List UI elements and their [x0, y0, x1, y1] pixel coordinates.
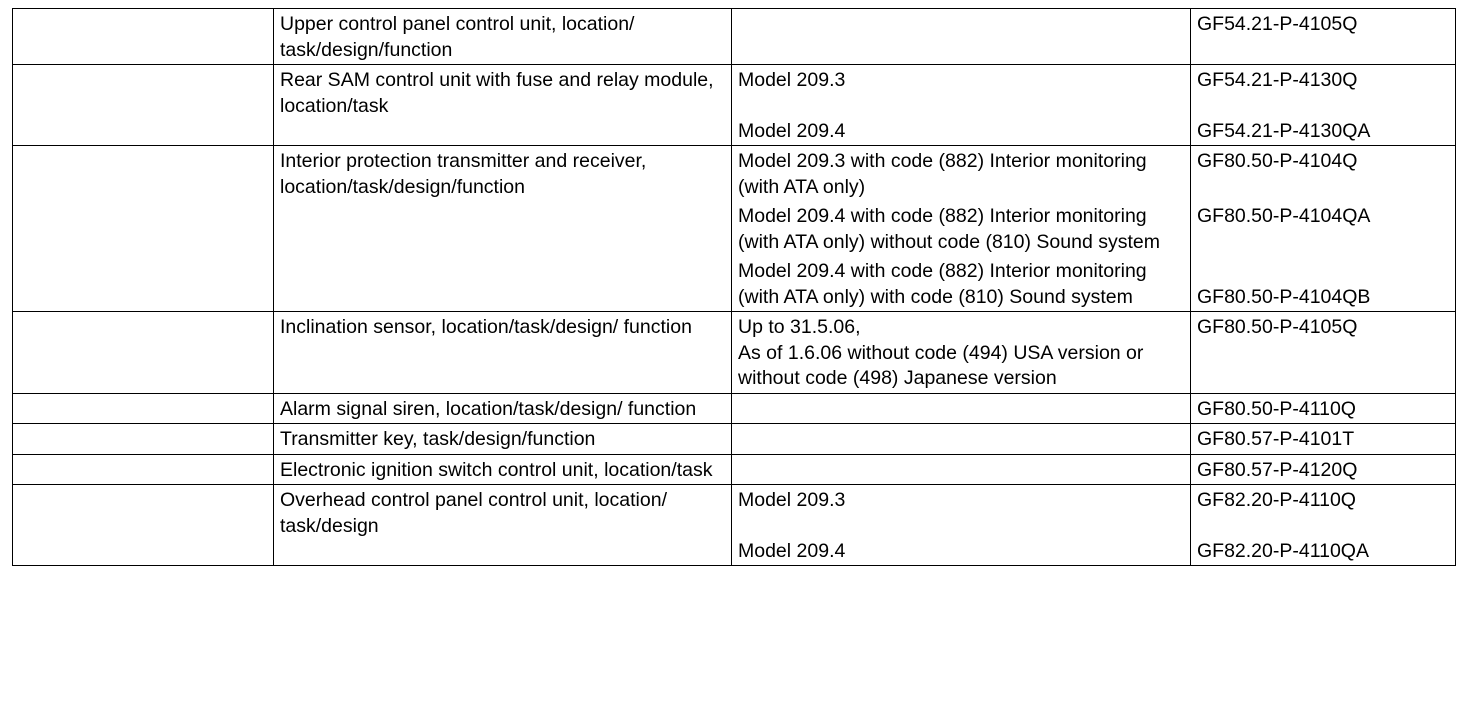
- document-reference[interactable]: GF54.21-P-4130Q: [1197, 69, 1358, 91]
- table-row: [13, 9, 1456, 65]
- topic-cell: [274, 65, 732, 146]
- document-reference[interactable]: GF82.20-P-4110Q: [1197, 489, 1356, 511]
- topic-title: Inclination sensor, location/task/design/ function: [280, 316, 692, 338]
- table-row: [13, 485, 1456, 566]
- reference-cell: [1191, 485, 1456, 566]
- topic-cell: [274, 312, 732, 394]
- topic-title: Upper control panel control unit, location/ task/design/function: [280, 13, 635, 61]
- condition-cell: [732, 146, 1191, 312]
- topic-title: Rear SAM control unit with fuse and relay module, location/task: [280, 69, 714, 117]
- table-row: [13, 146, 1456, 312]
- reference-cell: [1191, 454, 1456, 485]
- topic-title: Alarm signal siren, location/task/design/ function: [280, 397, 697, 420]
- document-reference[interactable]: GF80.57-P-4101T: [1197, 428, 1355, 450]
- document-reference[interactable]: GF80.50-P-4105Q: [1197, 316, 1358, 338]
- blank-cell: [13, 146, 274, 312]
- condition-cell: [732, 485, 1191, 566]
- document-reference[interactable]: GF54.21-P-4105Q: [1197, 13, 1358, 35]
- reference-cell: [1191, 9, 1456, 65]
- table-row: [13, 393, 1456, 424]
- blank-cell: [13, 65, 274, 146]
- topic-cell: [274, 9, 732, 65]
- condition-text: Model 209.4 with code (882) Interior monitoring (with ATA only) with code (810) Sound system: [738, 260, 1147, 308]
- condition-text: As of 1.6.06 without code (494) USA version or without code (498) Japanese version: [738, 341, 1144, 389]
- blank-cell: [13, 485, 274, 566]
- document-reference[interactable]: GF80.50-P-4110Q: [1197, 397, 1356, 420]
- document-reference[interactable]: GF82.20-P-4110QA: [1197, 539, 1369, 562]
- topic-title: Transmitter key, task/design/function: [280, 428, 596, 450]
- blank-cell: [13, 312, 274, 394]
- condition-text: Up to 31.5.06,: [738, 316, 861, 338]
- table-row: [13, 454, 1456, 485]
- condition-text: Model 209.4: [738, 119, 846, 142]
- reference-cell: [1191, 65, 1456, 146]
- document-reference[interactable]: GF80.50-P-4104QB: [1197, 285, 1371, 308]
- topic-title: Electronic ignition switch control unit, location/task: [280, 458, 713, 481]
- topic-cell: [274, 485, 732, 566]
- blank-cell: [13, 454, 274, 485]
- topic-cell: [274, 146, 732, 312]
- condition-text: Model 209.3: [738, 489, 846, 511]
- reference-cell: [1191, 146, 1456, 312]
- document-reference[interactable]: GF80.57-P-4120Q: [1197, 458, 1358, 481]
- condition-cell: [732, 454, 1191, 485]
- topic-title: Interior protection transmitter and receiver, location/task/design/function: [280, 150, 647, 198]
- topic-cell: [274, 393, 732, 424]
- blank-cell: [13, 393, 274, 424]
- condition-cell: [732, 424, 1191, 455]
- condition-cell: [732, 312, 1191, 394]
- blank-cell: [13, 424, 274, 455]
- document-reference[interactable]: GF80.50-P-4104QA: [1197, 205, 1371, 227]
- document-reference[interactable]: GF54.21-P-4130QA: [1197, 119, 1371, 142]
- topic-cell: [274, 424, 732, 455]
- table-row: [13, 312, 1456, 394]
- condition-cell: [732, 9, 1191, 65]
- topic-title: Overhead control panel control unit, location/ task/design: [280, 489, 667, 537]
- blank-cell: [13, 9, 274, 65]
- table-row: [13, 424, 1456, 455]
- condition-text: Model 209.3 with code (882) Interior monitoring (with ATA only): [738, 150, 1147, 198]
- reference-cell: [1191, 393, 1456, 424]
- document-reference[interactable]: GF80.50-P-4104Q: [1197, 150, 1358, 172]
- condition-text: Model 209.4 with code (882) Interior monitoring (with ATA only) without code (810) Sound system: [738, 205, 1160, 253]
- reference-cell: [1191, 312, 1456, 394]
- condition-cell: [732, 393, 1191, 424]
- condition-cell: [732, 65, 1191, 146]
- document-reference-table: [12, 8, 1456, 566]
- condition-text: Model 209.4: [738, 539, 846, 562]
- topic-cell: [274, 454, 732, 485]
- table-row: [13, 65, 1456, 146]
- condition-text: Model 209.3: [738, 69, 846, 91]
- reference-cell: [1191, 424, 1456, 455]
